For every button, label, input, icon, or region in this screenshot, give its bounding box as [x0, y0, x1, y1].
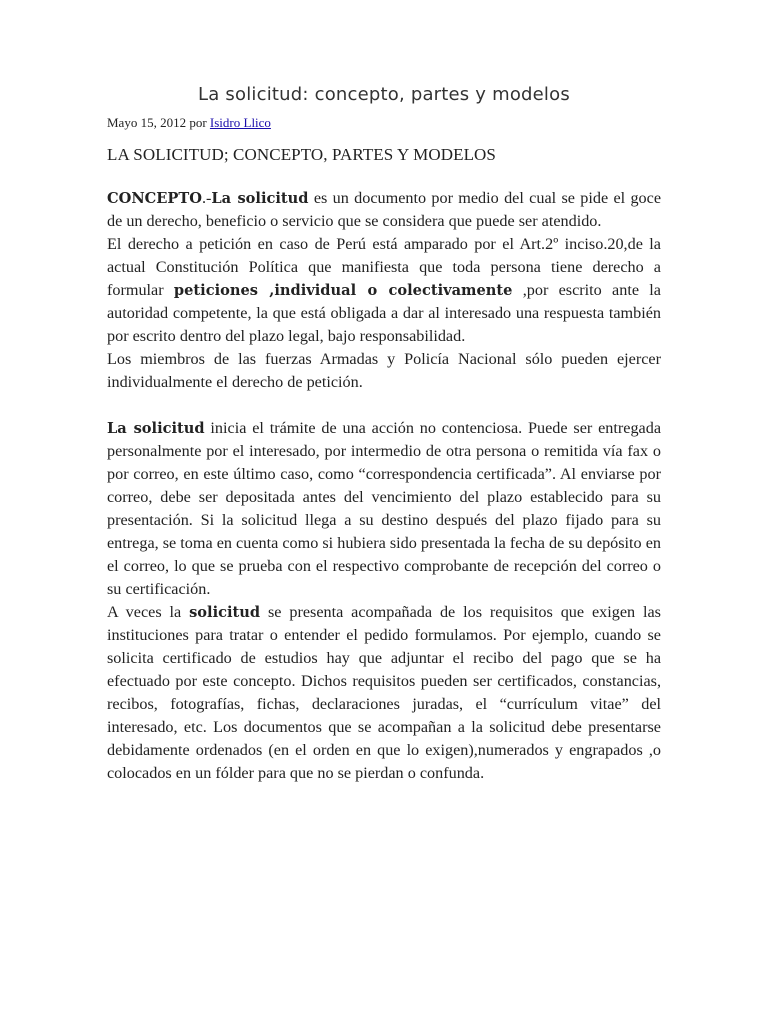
article-title: La solicitud: concepto, partes y modelos	[198, 84, 570, 105]
section-heading: LA SOLICITUD; CONCEPTO, PARTES Y MODELOS	[107, 145, 496, 164]
paragraph-derecho-peticion	[107, 233, 661, 348]
bold-term-concepto: CONCEPTO	[107, 190, 202, 207]
paragraph-spacer	[107, 394, 661, 417]
paragraph-tramite	[107, 417, 661, 601]
bold-term-solicitud: solicitud	[189, 604, 261, 621]
paragraph-text: A veces la	[107, 603, 190, 621]
bold-term-la-solicitud: La solicitud	[107, 420, 205, 437]
paragraph-requisitos	[107, 601, 661, 785]
paragraph-concepto	[107, 187, 661, 233]
paragraph-text: ,por escrito ante la autoridad competente, la que está obligada a dar al interesado una respuesta también por escrito dentro del plazo legal, bajo responsabilidad.	[107, 281, 661, 345]
paragraph-text: El derecho a petición en caso de Perú está amparado por el Art.2º inciso.20,de la actual Constitución Política que manifiesta que toda persona tiene derecho a formular	[107, 235, 661, 299]
byline	[107, 115, 661, 131]
article	[107, 84, 661, 785]
paragraph-text: se presenta acompañada de los requisitos que exigen las instituciones para tratar o entender el pedido formulamos. Por ejemplo, cuando se solicita certificado de estudios hay que adjuntar el recibo del pago que se ha efectuado por este concepto. Dichos requisitos pueden ser certificados, constancias, recibos, fotografías, fichas, declaraciones juradas, el “currículum vitae” del interesado, etc. Los documentos que se acompañan a la solicitud debe presentarse debidamente ordenados (en el orden en que lo exigen),numerados y engrapados ,o colocados en un fólder para que no se pierdan o confunda.	[107, 603, 661, 782]
byline-date: Mayo 15, 2012 por	[107, 115, 210, 130]
bold-term-peticiones: peticiones ,individual o colectivamente	[173, 282, 513, 299]
separator: .-	[201, 189, 212, 207]
author-link[interactable]: Isidro Llico	[209, 115, 271, 130]
paragraph-text: es un documento por medio del cual se pide el goce de un derecho, beneficio o servicio que se considera que puede ser atendido.	[107, 189, 662, 230]
paragraph-text: inicia el trámite de una acción no contenciosa. Puede ser entregada personalmente por el interesado, por intermedio de otra persona o remitida vía fax o por correo, en este último caso, como “correspondencia certificada”. Al enviarse por correo, debe ser depositada antes del vencimiento del plazo establecido para su presentación. Si la solicitud llega a su destino después del plazo fijado para su entrega, se toma en cuenta como si hubiera sido presentada la fecha de su depósito en el correo, lo que se prueba con el respectivo comprobante de recepción del correo o su certificación.	[107, 419, 662, 598]
bold-term-la-solicitud: La solicitud	[211, 190, 309, 207]
paragraph-fuerzas-armadas: Los miembros de las fuerzas Armadas y Policía Nacional sólo pueden ejercer individualmente el derecho de petición.	[107, 350, 661, 391]
